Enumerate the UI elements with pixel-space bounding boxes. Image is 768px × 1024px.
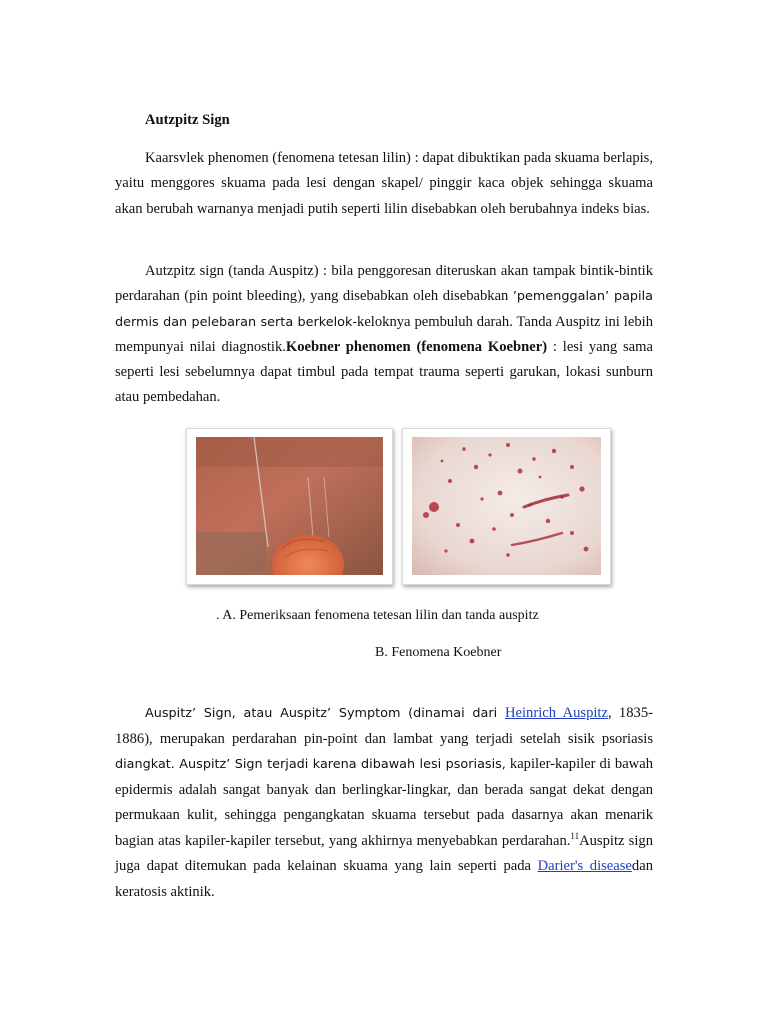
para2-text-3: keloknya pembuluh darah. Tanda Auspitz ini lebih mempunyai nilai diagnostik. bbox=[115, 313, 653, 355]
para3-text-5: Auspitz sign juga dapat ditemukan pada kelainan skuama yang lain seperti pada bbox=[115, 832, 654, 874]
paragraph-auspitz-sign bbox=[115, 701, 653, 905]
para2-text-1: Autzpitz sign (tanda Auspitz) : bila penggoresan diteruskan akan tampak bintik-bintik perdarahan (pin point bleeding), yang disebabkan oleh disebabkan bbox=[115, 263, 653, 305]
section-heading: Autzpitz Sign bbox=[145, 112, 230, 128]
para2-text-2: ’pemenggalan’ papila dermis dan pelebaran serta berkelok- bbox=[115, 289, 653, 330]
figure-caption-a: . A. Pemeriksaan fenomena tetesan lilin dan tanda auspitz bbox=[216, 608, 539, 623]
photo-auspitz-bleeding-points bbox=[412, 437, 601, 575]
figure-caption-b: B. Fenomena Koebner bbox=[375, 645, 502, 660]
footnote-ref[interactable]: 11 bbox=[570, 830, 580, 841]
paragraph-kaarsvlek: Kaarsvlek phenomen (fenomena tetesan lilin) : dapat dibuktikan pada skuama berlapis, yaitu menggores skuama pada lesi dengan skapel/ pinggir kaca objek sehingga skuama akan berubah warnanya menjadi putih seperti lilin disebabkan oleh berubahnya indeks bias. bbox=[115, 150, 653, 217]
para2-text-4: : lesi yang sama seperti lesi sebelumnya dapat timbul pada tempat trauma seperti garukan, lokasi sunburn atau pembedahan. bbox=[115, 338, 653, 406]
para3-text-4: kapiler-kapiler di bawah epidermis adalah sangat banyak dan berlingkar-lingkar, dan berada sangat dekat dengan permukaan kulit, sehingga pengangkatan skuama tersebut pada dasarnya akan menarik bagian atas kapiler-kapiler tersebut, yang akhirnya menyebabkan perdarahan. bbox=[115, 756, 653, 849]
photo-frame-a bbox=[186, 428, 393, 585]
paragraph-auspitz-koebner bbox=[115, 259, 653, 411]
para3-text-2: , 1835-1886), merupakan perdarahan pin-point dan lambat yang terjadi setelah sisik psoriasis bbox=[115, 705, 653, 747]
photo-candle-wax-phenomenon bbox=[196, 437, 383, 575]
link-dariers-disease[interactable]: Darier's disease bbox=[537, 858, 632, 874]
link-heinrich-auspitz[interactable]: Heinrich Auspitz bbox=[504, 705, 608, 721]
para3-text-3: diangkat. Auspitz’ Sign terjadi karena dibawah lesi psoriasis, bbox=[115, 757, 506, 772]
para3-text-6: dan keratosis aktinik. bbox=[115, 858, 653, 900]
koebner-term: Koebner phenomen (fenomena Koebner) bbox=[285, 338, 548, 355]
para3-text-1: Auspitz’ Sign, atau Auspitz’ Symptom (dinamai dari bbox=[145, 706, 505, 721]
photo-frame-b bbox=[402, 428, 611, 585]
